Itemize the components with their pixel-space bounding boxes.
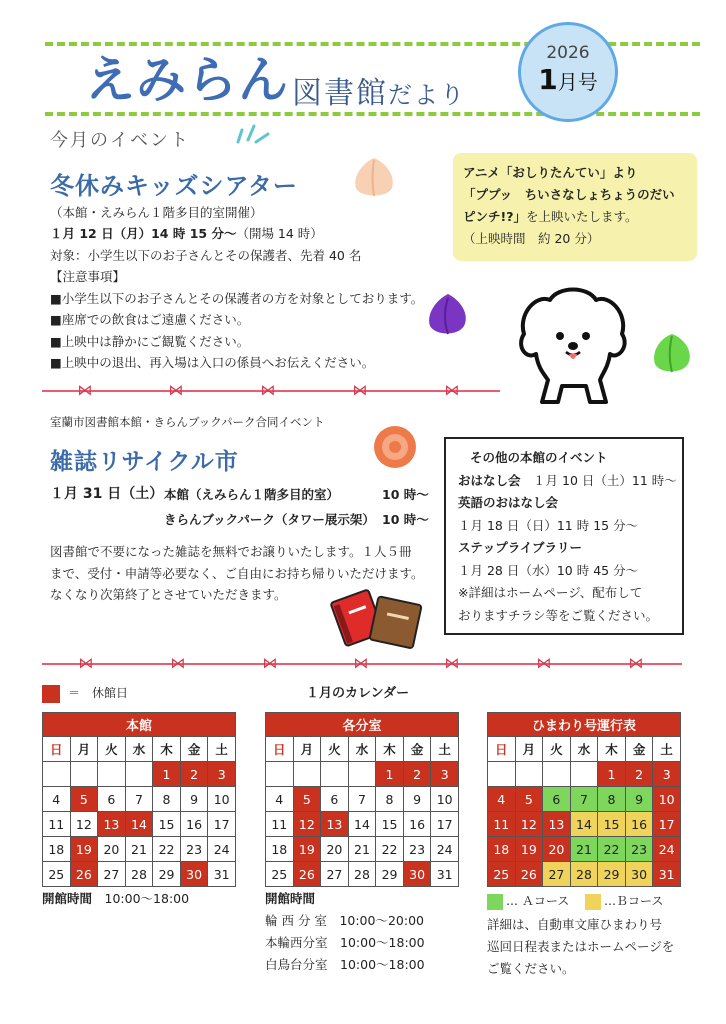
- other-event-time: １月 18 日（日）11 時 15 分～: [458, 517, 639, 533]
- anime-line: 「ププッ ちいさなしょちょうのだい: [463, 187, 675, 202]
- calendar-day: 29: [153, 862, 181, 887]
- anime-duration: （上映時間 約 20 分）: [463, 231, 600, 246]
- weekday-header: 月: [293, 737, 321, 762]
- bow-icon: ⋈: [168, 380, 184, 399]
- calendar-day: [488, 762, 516, 787]
- other-events-box: [444, 437, 684, 635]
- calendar-day: 18: [266, 837, 294, 862]
- kids-note: ■座席での飲食はご遠慮ください。: [50, 312, 250, 327]
- issue-year: 2026: [546, 43, 590, 63]
- magazine-time: 10 時～: [382, 512, 429, 527]
- calendar-day: 23: [625, 837, 653, 862]
- calendar-day: 22: [153, 837, 181, 862]
- calendar-day: 21: [125, 837, 153, 862]
- peach-orange-icon: [350, 152, 398, 202]
- other-event-name: ステップライブラリー: [458, 540, 583, 555]
- calendar-day: 27: [543, 862, 571, 887]
- calendar-day: 5: [293, 787, 321, 812]
- anime-info-box: [453, 153, 697, 261]
- calendar-day: 11: [266, 812, 294, 837]
- calendar-day: 30: [180, 862, 208, 887]
- magazine-date: １月 31 日（土）: [50, 486, 164, 502]
- calendar-day: 3: [431, 762, 459, 787]
- other-event-name: 英語のおはなし会: [458, 495, 559, 510]
- calendar-day: 30: [403, 862, 431, 887]
- bow-icon: ⋈: [353, 653, 369, 672]
- himawari-calendar: [487, 712, 681, 887]
- calendar-day: 10: [431, 787, 459, 812]
- weekday-header: 火: [543, 737, 571, 762]
- calendar-day: 3: [208, 762, 236, 787]
- course-a-swatch: [487, 894, 503, 910]
- calendar-day: 7: [348, 787, 376, 812]
- other-events-note: おりますチラシ等をご覧ください。: [458, 607, 659, 623]
- branch-hours: [265, 888, 425, 976]
- calendar-day: 27: [321, 862, 349, 887]
- calendar-day: 31: [208, 862, 236, 887]
- calendar-day: 12: [515, 812, 543, 837]
- kids-datetime: １月 12 日（月）14 時 15 分～（開場 14 時）: [50, 226, 323, 241]
- weekday-header: 月: [515, 737, 543, 762]
- other-event-time: １月 28 日（水）10 時 45 分～: [458, 562, 639, 578]
- bow-icon: ⋈: [628, 653, 644, 672]
- bow-icon: ⋈: [262, 653, 278, 672]
- branch-calendar: [265, 712, 459, 887]
- calendar-day: 13: [98, 812, 126, 837]
- calendar-day: 24: [431, 837, 459, 862]
- calendar-day: 6: [321, 787, 349, 812]
- calendar-day: 9: [625, 787, 653, 812]
- calendar-day: 1: [598, 762, 626, 787]
- weekday-header: 火: [321, 737, 349, 762]
- magazine-desc: なくなり次第終了とさせていただきます。: [50, 587, 287, 602]
- calendar-day: 26: [515, 862, 543, 887]
- issue-month: 1月号: [538, 63, 598, 96]
- weekday-header: 金: [180, 737, 208, 762]
- bow-icon: ⋈: [536, 653, 552, 672]
- bow-icon: ⋈: [352, 380, 368, 399]
- calendar-day: 7: [570, 787, 598, 812]
- weekday-header: 水: [570, 737, 598, 762]
- calendar-day: [570, 762, 598, 787]
- other-events-title: その他の本館のイベント: [470, 450, 608, 465]
- magazine-desc: 図書館で不要になった雑誌を無料でお譲りいたします。１人５冊: [50, 544, 412, 559]
- peach-green-icon: [650, 330, 696, 376]
- calendar-day: 26: [293, 862, 321, 887]
- weekday-header: 土: [431, 737, 459, 762]
- calendar-day: 3: [653, 762, 681, 787]
- magazine-title: 雑誌リサイクル市: [50, 449, 239, 475]
- calendar-day: 16: [403, 812, 431, 837]
- calendar-day: 24: [208, 837, 236, 862]
- calendar-day: 6: [543, 787, 571, 812]
- calendar-day: [348, 762, 376, 787]
- calendar-day: 2: [403, 762, 431, 787]
- kids-notes-title: 【注意事項】: [50, 269, 126, 284]
- closed-legend-swatch: [42, 685, 60, 703]
- weekday-header: 日: [488, 737, 516, 762]
- calendar-day: 17: [208, 812, 236, 837]
- calendar-day: 29: [598, 862, 626, 887]
- calendar-day: 10: [653, 787, 681, 812]
- calendar-day: 14: [348, 812, 376, 837]
- calendar-day: 28: [570, 862, 598, 887]
- calendar-day: 5: [515, 787, 543, 812]
- peach-purple-icon: [424, 290, 472, 338]
- calendar-day: 26: [70, 862, 98, 887]
- calendar-day: 24: [653, 837, 681, 862]
- calendar-day: 14: [125, 812, 153, 837]
- calendar-header: 各分室: [266, 713, 459, 737]
- weekday-header: 水: [125, 737, 153, 762]
- calendar-day: 8: [376, 787, 404, 812]
- weekday-header: 木: [598, 737, 626, 762]
- magazine-desc: まで、受付・申請等必要なく、ご自由にお持ち帰りいただけます。: [50, 566, 424, 581]
- calendar-day: 12: [70, 812, 98, 837]
- weekday-header: 月: [70, 737, 98, 762]
- sparkle-icon: [232, 120, 272, 146]
- magazine-time: 10 時～: [382, 487, 429, 502]
- calendar-day: 27: [98, 862, 126, 887]
- newsletter-title-sub: 図書館だより: [292, 76, 466, 111]
- calendar-day: 18: [488, 837, 516, 862]
- calendar-day: 8: [153, 787, 181, 812]
- calendar-day: 9: [403, 787, 431, 812]
- monthly-event-heading: 今月のイベント: [50, 130, 190, 151]
- calendar-title: １月のカレンダー: [306, 686, 410, 701]
- calendar-day: 4: [488, 787, 516, 812]
- calendar-day: 23: [403, 837, 431, 862]
- himawari-note: 詳細は、自動車文庫ひまわり号 巡回日程表またはホームページを ご覧ください。: [487, 917, 675, 976]
- calendar-day: 22: [598, 837, 626, 862]
- calendar-day: 4: [43, 787, 71, 812]
- course-b-swatch: [585, 894, 601, 910]
- calendar-day: 25: [488, 862, 516, 887]
- main-hours: 開館時間 10:00～18:00: [42, 891, 190, 906]
- dog-illustration-icon: [510, 284, 634, 410]
- calendar-day: 18: [43, 837, 71, 862]
- calendar-day: 11: [488, 812, 516, 837]
- weekday-header: 木: [376, 737, 404, 762]
- weekday-header: 水: [348, 737, 376, 762]
- calendar-day: 1: [376, 762, 404, 787]
- calendar-day: [321, 762, 349, 787]
- calendar-day: 4: [266, 787, 294, 812]
- branch-hours-row: 本輪西分室 10:00～18:00: [265, 935, 425, 950]
- calendar-day: 15: [598, 812, 626, 837]
- weekday-header: 金: [403, 737, 431, 762]
- kids-note: ■上映中の退出、再入場は入口の係員へお伝えください。: [50, 355, 375, 370]
- bow-icon: ⋈: [444, 380, 460, 399]
- newsletter-title-main: えみらん: [85, 51, 289, 109]
- calendar-day: 8: [598, 787, 626, 812]
- calendar-day: 20: [543, 837, 571, 862]
- bow-icon: ⋈: [77, 380, 93, 399]
- calendar-day: 31: [431, 862, 459, 887]
- calendar-day: 30: [625, 862, 653, 887]
- magazine-venue: きらんブックパーク（タワー展示架）: [164, 512, 375, 527]
- calendar-day: 31: [653, 862, 681, 887]
- calendar-day: 15: [153, 812, 181, 837]
- main-library-calendar: [42, 712, 236, 887]
- calendar-day: [293, 762, 321, 787]
- kids-target: 対象：小学生以下のお子さんとその保護者、先着 40 名: [50, 248, 362, 263]
- calendar-day: 17: [431, 812, 459, 837]
- calendar-day: 1: [153, 762, 181, 787]
- calendar-day: 28: [125, 862, 153, 887]
- calendar-day: 19: [70, 837, 98, 862]
- calendar-day: 9: [180, 787, 208, 812]
- calendar-day: 25: [266, 862, 294, 887]
- calendar-day: [543, 762, 571, 787]
- branch-hours-row: 輪 西 分 室 10:00～20:00: [265, 913, 424, 928]
- calendar-day: [266, 762, 294, 787]
- branch-hours-label: 開館時間: [265, 891, 316, 906]
- branch-hours-row: 白鳥台分室 10:00～18:00: [265, 957, 425, 972]
- bow-icon: ⋈: [78, 653, 94, 672]
- weekday-header: 日: [43, 737, 71, 762]
- calendar-day: 23: [180, 837, 208, 862]
- weekday-header: 金: [625, 737, 653, 762]
- other-events-note: ※詳細はホームページ、配布して: [458, 585, 643, 600]
- books-icon: [330, 580, 426, 650]
- calendar-day: [70, 762, 98, 787]
- anime-line: ピンチ!?」を上映いたします。: [463, 209, 638, 224]
- calendar-day: 17: [653, 812, 681, 837]
- calendar-day: [43, 762, 71, 787]
- calendar-day: 19: [515, 837, 543, 862]
- bow-icon: ⋈: [444, 653, 460, 672]
- kids-venue: （本館・えみらん１階多目的室開催）: [50, 205, 263, 220]
- calendar-day: 22: [376, 837, 404, 862]
- calendar-day: 5: [70, 787, 98, 812]
- calendar-day: 7: [125, 787, 153, 812]
- calendar-header: 本館: [43, 713, 236, 737]
- calendar-day: 2: [180, 762, 208, 787]
- calendar-day: [515, 762, 543, 787]
- issue-badge: [518, 22, 618, 122]
- course-b-label: …Ｂコース: [604, 894, 664, 908]
- calendar-day: [98, 762, 126, 787]
- calendar-day: 21: [348, 837, 376, 862]
- calendar-day: 6: [98, 787, 126, 812]
- other-event: おはなし会 １月 10 日（土）11 時～: [458, 472, 677, 488]
- calendar-day: 10: [208, 787, 236, 812]
- calendar-day: 25: [43, 862, 71, 887]
- calendar-day: 28: [348, 862, 376, 887]
- calendar-day: 15: [376, 812, 404, 837]
- bow-icon: ⋈: [170, 653, 186, 672]
- calendar-day: 12: [293, 812, 321, 837]
- weekday-header: 日: [266, 737, 294, 762]
- calendar-day: 11: [43, 812, 71, 837]
- closed-legend-label: ＝ 休館日: [68, 686, 129, 700]
- kids-note: ■小学生以下のお子さんとその保護者の方を対象としております。: [50, 291, 424, 306]
- flower-icon: [372, 424, 418, 470]
- calendar-day: 14: [570, 812, 598, 837]
- calendar-day: 20: [321, 837, 349, 862]
- weekday-header: 土: [653, 737, 681, 762]
- bow-icon: ⋈: [260, 380, 276, 399]
- calendar-day: 20: [98, 837, 126, 862]
- calendar-day: 13: [321, 812, 349, 837]
- calendar-day: 13: [543, 812, 571, 837]
- calendar-day: 2: [625, 762, 653, 787]
- calendar-day: 16: [625, 812, 653, 837]
- magazine-subtitle: 室蘭市図書館本館・きらんブックパーク合同イベント: [50, 415, 325, 429]
- course-a-label: … Ａコース: [506, 894, 570, 908]
- magazine-venue: 本館（えみらん１階多目的室）: [164, 487, 340, 502]
- weekday-header: 木: [153, 737, 181, 762]
- anime-line: アニメ「おしりたんてい」より: [463, 165, 638, 180]
- weekday-header: 火: [98, 737, 126, 762]
- kids-note: ■上映中は静かにご観覧ください。: [50, 334, 250, 349]
- calendar-day: [125, 762, 153, 787]
- kids-theater-title: 冬休みキッズシアター: [50, 172, 298, 200]
- calendar-day: 16: [180, 812, 208, 837]
- calendar-day: 19: [293, 837, 321, 862]
- calendar-day: 21: [570, 837, 598, 862]
- calendar-day: 29: [376, 862, 404, 887]
- header-dash-bottom: [45, 112, 700, 116]
- weekday-header: 土: [208, 737, 236, 762]
- calendar-header: ひまわり号運行表: [488, 713, 681, 737]
